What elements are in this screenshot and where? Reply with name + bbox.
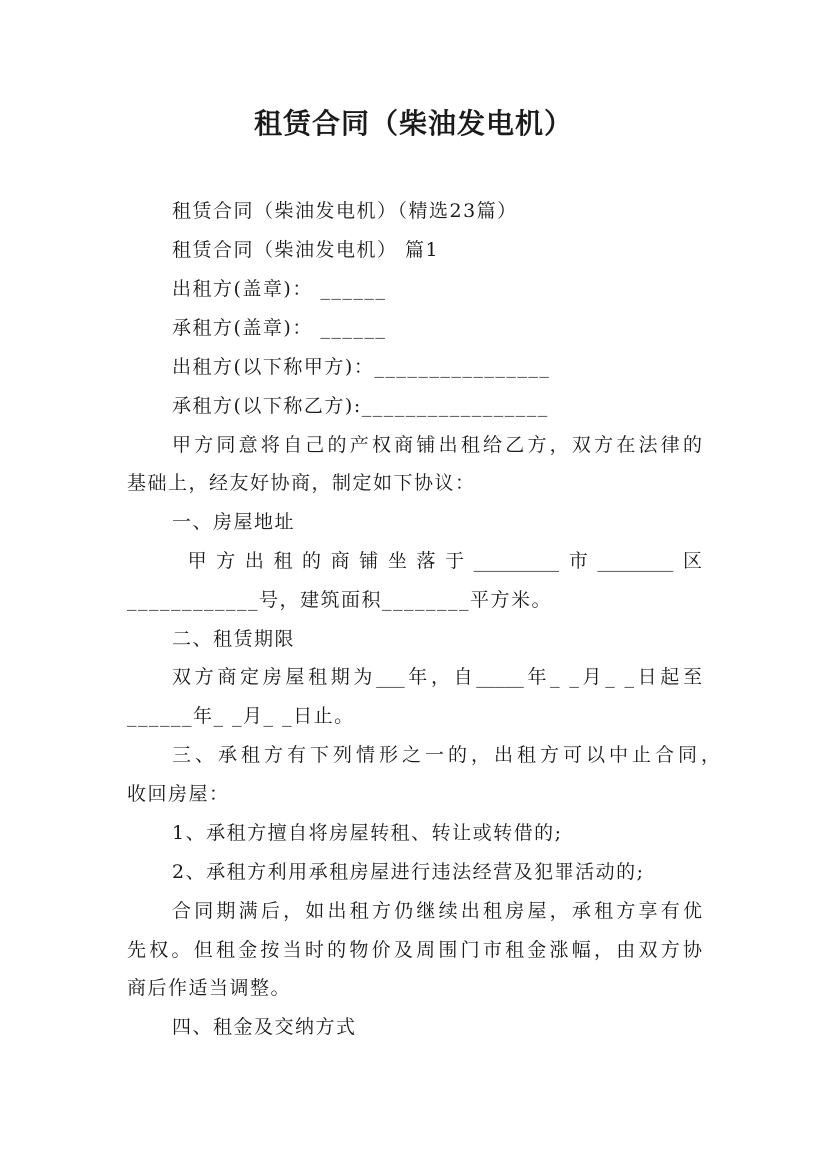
lessor-seal-line: 出租方(盖章)： ______ <box>172 278 387 300</box>
paragraph-line: 双方商定房屋租期为___年，自_____年_ _月_ _日起至 <box>172 666 702 688</box>
clause-heading: 二、租赁期限 <box>172 628 296 650</box>
paragraph-line: 收回房屋： <box>127 783 230 805</box>
party-a-line: 出租方(以下称甲方)：________________ <box>172 356 551 378</box>
clause-heading: 一、房屋地址 <box>172 511 296 533</box>
subtitle-line: 租赁合同（柴油发电机）（精选23篇） <box>172 200 518 222</box>
paragraph-line: 基础上，经友好协商，制定如下协议： <box>127 472 476 494</box>
paragraph-line: 甲方出租的商铺坐落于_________市________区 <box>172 550 702 572</box>
lessee-seal-line: 承租方(盖章)： ______ <box>172 317 387 339</box>
clause-heading: 三、承租方有下列情形之一的，出租方可以中止合同， <box>172 744 720 766</box>
clause-heading: 四、租金及交纳方式 <box>172 1016 357 1038</box>
paragraph-line: 合同期满后，如出租方仍继续出租房屋，承租方享有优 <box>172 900 702 922</box>
document-title: 租赁合同（柴油发电机） <box>253 107 573 140</box>
paragraph-line: 商后作适当调整。 <box>127 977 292 999</box>
section-heading: 租赁合同（柴油发电机） 篇1 <box>172 239 440 261</box>
paragraph-line: ______年_ _月_ _日止。 <box>127 705 355 727</box>
paragraph-line: 甲方同意将自己的产权商铺出租给乙方，双方在法律的 <box>172 434 702 456</box>
list-item: 1、承租方擅自将房屋转租、转让或转借的; <box>172 822 563 844</box>
paragraph-line: ____________号，建筑面积________平方米。 <box>127 589 553 611</box>
paragraph-line: 先权。但租金按当时的物价及周围门市租金涨幅，由双方协 <box>127 939 702 961</box>
list-item: 2、承租方利用承租房屋进行违法经营及犯罪活动的; <box>172 861 645 883</box>
party-b-line: 承租方(以下称乙方):_________________ <box>172 395 549 417</box>
